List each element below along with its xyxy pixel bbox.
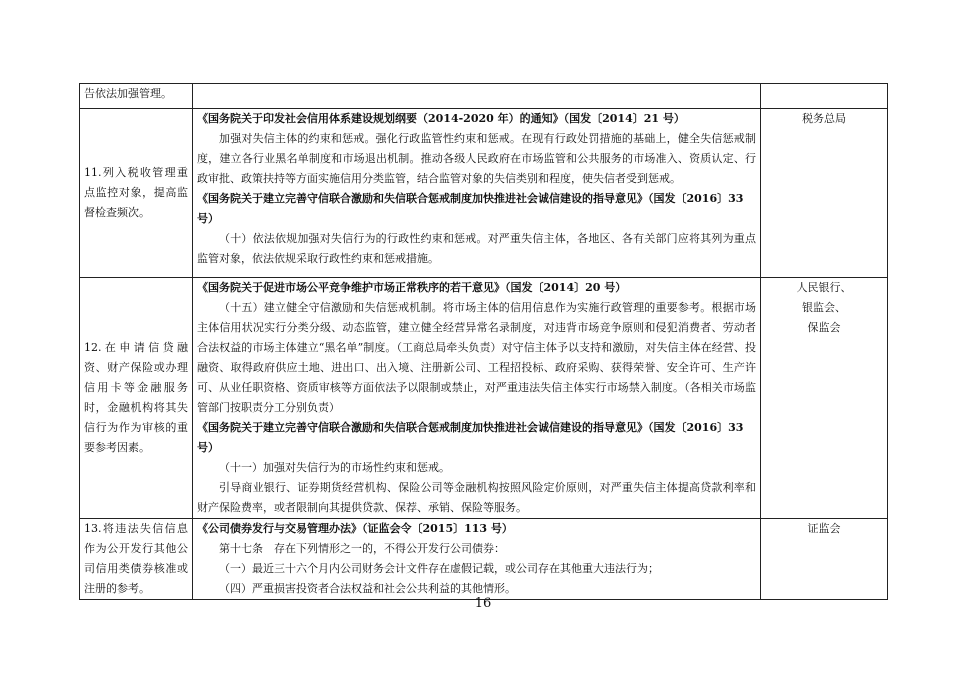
policy-paragraph: 加强对失信主体的约束和惩戒。强化行政监管性约束和惩戒。在现有行政处罚措施的基础上，健全失信惩戒制度，建立各行业黑名单制度和市场退出机制。推动各级人民政府在市场监管和公共服务的市场准入、资质认定、行政审批、政策扶持等方面实施信用分类监管，结合监管对象的失信类别和程度，使失信者受到惩戒。 xyxy=(197,132,756,185)
policy-paragraph: （十一）加强对失信行为的市场性约束和惩戒。 xyxy=(219,461,450,474)
basis-cell xyxy=(193,519,761,600)
agency-cell: 证监会 xyxy=(761,519,888,600)
policy-paragraph: 引导商业银行、证券期货经营机构、保险公司等金融机构按照风险定价原则，对严重失信主体提高贷款利率和财产保险费率，或者限制向其提供贷款、保荐、承销、保险等服务。 xyxy=(197,481,756,514)
table-row xyxy=(80,84,888,109)
agency-cell: 人民银行、 银监会、 保监会 xyxy=(761,278,888,519)
policy-paragraph: （四）严重损害投资者合法权益和社会公共利益的其他情形。 xyxy=(219,582,516,595)
basis-cell xyxy=(193,84,761,109)
basis-cell xyxy=(193,109,761,278)
measure-cell: 11.列入税收管理重点监控对象，提高监督检查频次。 xyxy=(80,109,193,278)
table-row xyxy=(80,278,888,519)
policy-doc-title: 《公司债券发行与交易管理办法》（证监会令〔2015〕113 号） xyxy=(197,522,513,535)
policy-doc-title: 《国务院关于建立完善守信联合激励和失信联合惩戒制度加快推进社会诚信建设的指导意见》（国发〔2016〕33 号） xyxy=(197,192,744,225)
measure-cell: 告依法加强管理。 xyxy=(80,84,193,109)
policy-paragraph: （十）依法依规加强对失信行为的行政性约束和惩戒。对严重失信主体，各地区、各有关部门应将其列为重点监管对象，依法依规采取行政性约束和惩戒措施。 xyxy=(197,232,756,265)
measure-cell: 13.将违法失信信息作为公开发行其他公司信用类债券核准或注册的参考。 xyxy=(80,519,193,600)
policy-paragraph: （一）最近三十六个月内公司财务会计文件存在虚假记载，或公司存在其他重大违法行为； xyxy=(219,562,659,575)
agency-cell xyxy=(761,84,888,109)
agency-cell: 税务总局 xyxy=(761,109,888,278)
policy-doc-title: 《国务院关于印发社会信用体系建设规划纲要（2014-2020 年）的通知》（国发〔2014〕21 号） xyxy=(197,112,685,125)
policy-table xyxy=(79,83,888,600)
page-number: 16 xyxy=(474,596,492,611)
table-row xyxy=(80,109,888,278)
policy-paragraph: 第十七条 存在下列情形之一的，不得公开发行公司债券： xyxy=(219,542,505,555)
policy-doc-title: 《国务院关于建立完善守信联合激励和失信联合惩戒制度加快推进社会诚信建设的指导意见》（国发〔2016〕33 号） xyxy=(197,421,744,454)
measure-cell: 12.在申请信贷融资、财产保险或办理信用卡等金融服务时，金融机构将其失信行为作为审核的重要参考因素。 xyxy=(80,278,193,519)
basis-cell xyxy=(193,278,761,519)
policy-paragraph: （十五）建立健全守信激励和失信惩戒机制。将市场主体的信用信息作为实施行政管理的重要参考。根据市场主体信用状况实行分类分级、动态监管，建立健全经营异常名录制度，对违背市场竞争原则和侵犯消费者、劳动者合法权益的市场主体建立“黑名单”制度。（工商总局牵头负责）对守信主体予以支持和激励，对失信主体在经营、投融资、取得政府供应土地、进出口、出入境、注册新公司、工程招投标、政府采购、获得荣誉、安全许可、生产许可、从业任职资格、资质审核等方面依法予以限制或禁止，对严重违法失信主体实行市场禁入制度。（各相关市场监管部门按职责分工分别负责） xyxy=(197,301,756,414)
policy-doc-title: 《国务院关于促进市场公平竞争维护市场正常秩序的若干意见》（国发〔2014〕20 号） xyxy=(197,281,627,294)
table-row xyxy=(80,519,888,600)
